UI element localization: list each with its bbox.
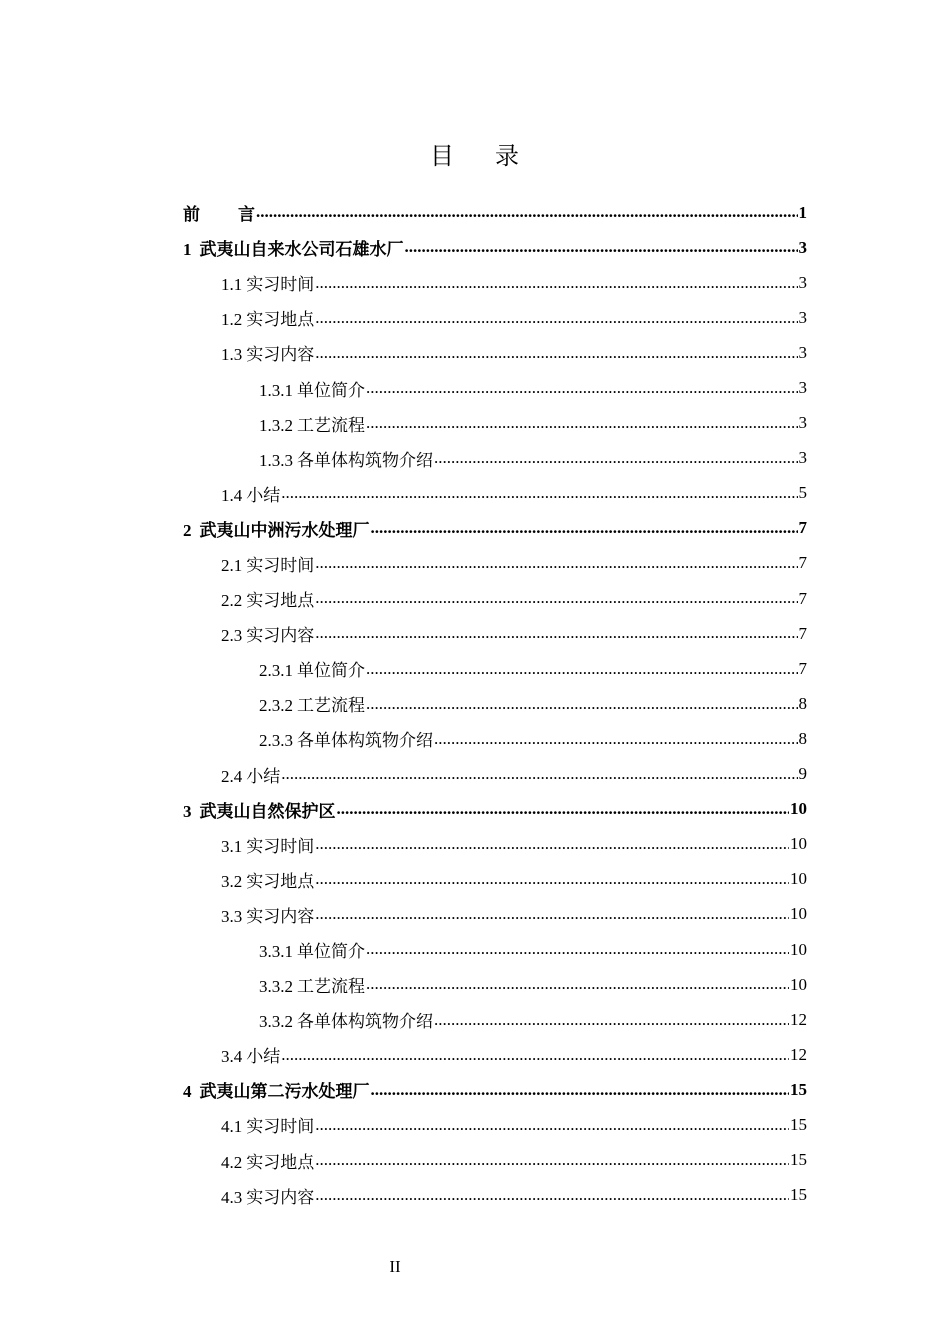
toc-entry[interactable] (183, 265, 807, 300)
toc-entry-number: 3.1 (221, 836, 243, 856)
toc-entry-text: 实习时间 (246, 836, 315, 856)
toc-entry-number: 3.3.2 (259, 1012, 293, 1032)
toc-entry-page: 5 (798, 483, 807, 503)
dot-leader (434, 448, 798, 468)
toc-entry-label (221, 902, 314, 927)
toc-entry-text: 工艺流程 (297, 696, 365, 716)
toc-entry-page: 7 (798, 623, 807, 643)
page-number: II (389, 1257, 401, 1276)
dot-leader (366, 939, 789, 959)
dot-leader (337, 799, 790, 819)
toc-entry-number: 前 (183, 205, 200, 225)
toc-entry-text: 实习时间 (246, 555, 315, 575)
toc-entry[interactable] (183, 546, 807, 581)
toc-entry-page: 3 (798, 342, 807, 362)
toc-entry[interactable] (183, 757, 807, 792)
toc-entry-label (221, 481, 280, 506)
toc-entry-number: 4 (183, 1082, 192, 1102)
toc-entry-number: 1.3.3 (259, 450, 293, 470)
toc-entry-text: 实习时间 (246, 275, 315, 295)
toc-entry-label (221, 867, 314, 892)
toc-entry-page: 7 (798, 518, 807, 538)
toc-entry[interactable] (183, 721, 807, 756)
toc-entry[interactable] (183, 230, 807, 265)
dot-leader (315, 588, 797, 608)
toc-entry-number: 4.3 (221, 1187, 243, 1207)
toc-entry-label (183, 516, 370, 541)
toc-entry[interactable] (183, 441, 807, 476)
toc-entry-text: 实习地点 (246, 871, 315, 891)
toc-entry-label (221, 1148, 314, 1173)
toc-entry[interactable] (183, 1037, 807, 1072)
toc-entry-page: 10 (790, 799, 807, 819)
toc-entry[interactable] (183, 967, 807, 1002)
toc-entry-text: 工艺流程 (297, 415, 365, 435)
toc-entry-text: 小结 (246, 485, 281, 505)
dot-leader (315, 904, 789, 924)
toc-entry-label (259, 972, 365, 997)
toc-entry-label (259, 726, 433, 751)
dot-leader (405, 237, 798, 257)
toc-entry-label (259, 411, 365, 436)
toc-entry-number: 4.2 (221, 1152, 243, 1172)
toc-entry-label (221, 832, 314, 857)
toc-entry-page: 7 (798, 658, 807, 678)
toc-entry-text: 武夷山中洲污水处理厂 (199, 520, 370, 540)
toc-entry-page: 7 (798, 553, 807, 573)
toc-entry-text: 言 (238, 205, 255, 225)
dot-leader (366, 974, 789, 994)
toc-entry-page: 12 (790, 1009, 807, 1029)
toc-entry-label (221, 1183, 314, 1208)
toc-entry-number: 1.2 (221, 310, 243, 330)
toc-entry-number: 3.3 (221, 906, 243, 926)
toc-entry-number: 3.2 (221, 871, 243, 891)
toc-entry-page: 8 (798, 693, 807, 713)
toc-entry[interactable] (183, 476, 807, 511)
toc-entry-text: 实习地点 (246, 310, 315, 330)
toc-entry-page: 8 (798, 728, 807, 748)
toc-entry-number: 2.3.1 (259, 661, 293, 681)
dot-leader (315, 308, 797, 328)
toc-entry-page: 15 (790, 1150, 807, 1170)
toc-title-left: 目 (430, 142, 455, 170)
toc-entry-label (221, 1112, 314, 1137)
toc-entry-text: 武夷山第二污水处理厂 (199, 1082, 370, 1102)
toc-title-right: 录 (495, 142, 520, 170)
toc-entry-label (221, 621, 314, 646)
dot-leader (315, 1115, 789, 1135)
dot-leader (366, 378, 798, 398)
toc-entry-number: 1.3 (221, 345, 243, 365)
toc-entry-label (221, 305, 314, 330)
toc-entry-page: 1 (798, 202, 807, 222)
toc-entry-page: 10 (790, 939, 807, 959)
toc-title (0, 136, 950, 171)
dot-leader (315, 553, 797, 573)
toc-entry-text: 单位简介 (297, 380, 365, 400)
toc-entry-text: 小结 (246, 1047, 281, 1067)
toc-entry-label (221, 1042, 280, 1067)
toc-entry[interactable] (183, 792, 807, 827)
toc-entry-label (259, 937, 365, 962)
toc-entry-page: 15 (790, 1185, 807, 1205)
toc-entry-number: 2.3.3 (259, 731, 293, 751)
toc-entry[interactable] (183, 862, 807, 897)
toc-entry-number: 3.3.1 (259, 942, 293, 962)
dot-leader (315, 869, 789, 889)
toc-entry[interactable] (183, 932, 807, 967)
toc-entry[interactable] (183, 651, 807, 686)
toc-entry[interactable] (183, 1143, 807, 1178)
toc-entry-page: 15 (790, 1079, 807, 1099)
toc-entry-text: 武夷山自来水公司石雄水厂 (199, 240, 404, 260)
toc-entry[interactable] (183, 195, 807, 230)
toc-entry-number: 2.4 (221, 766, 243, 786)
toc-entry[interactable] (183, 370, 807, 405)
dot-leader (434, 729, 798, 749)
toc-entry-number: 1.1 (221, 275, 243, 295)
toc-entry-label (183, 797, 336, 822)
dot-leader (366, 659, 798, 679)
toc-entry-number: 2 (183, 520, 192, 540)
toc-entry-text: 实习内容 (246, 906, 315, 926)
toc-entry-page: 3 (798, 378, 807, 398)
toc-entry-text: 实习时间 (246, 1117, 315, 1137)
toc-entry[interactable] (183, 335, 807, 370)
dot-leader (315, 343, 797, 363)
toc-entry-label (221, 762, 280, 787)
toc-entry-number: 1.3.1 (259, 380, 293, 400)
dot-leader (315, 623, 797, 643)
dot-leader (281, 764, 797, 784)
toc-entry-text: 实习内容 (246, 345, 315, 365)
toc-entry-text: 实习地点 (246, 1152, 315, 1172)
toc-entry-text: 单位简介 (297, 942, 365, 962)
toc-entry-label (183, 235, 404, 260)
toc-entry-page: 10 (790, 974, 807, 994)
toc-entry-page: 3 (798, 307, 807, 327)
toc-entry-label (259, 691, 365, 716)
toc-entry[interactable] (183, 406, 807, 441)
toc-entry-page: 3 (798, 448, 807, 468)
toc-entry-label (259, 376, 365, 401)
dot-leader (371, 1080, 790, 1100)
dot-leader (315, 1150, 789, 1170)
toc-entry-number: 1.4 (221, 485, 243, 505)
toc-entry-page: 3 (798, 272, 807, 292)
toc-entry[interactable] (183, 1072, 807, 1107)
toc-entry-text: 武夷山自然保护区 (199, 801, 336, 821)
toc-entry-text: 实习地点 (246, 591, 315, 611)
toc-entry-text: 小结 (246, 766, 281, 786)
toc-entry-text: 实习内容 (246, 1187, 315, 1207)
toc-entry-page: 10 (790, 904, 807, 924)
dot-leader (281, 1045, 789, 1065)
toc-entry-page: 10 (790, 834, 807, 854)
toc-entry[interactable] (183, 1002, 807, 1037)
dot-leader (315, 1185, 789, 1205)
toc-entry-text: 单位简介 (297, 661, 365, 681)
toc-entry-page: 3 (798, 413, 807, 433)
toc-entry-number: 2.2 (221, 591, 243, 611)
toc-entry-label (221, 270, 314, 295)
toc-entry[interactable] (183, 827, 807, 862)
toc-entry-number: 2.1 (221, 555, 243, 575)
toc-entry[interactable] (183, 511, 807, 546)
toc-entry-page: 3 (798, 237, 807, 257)
toc-entry-page: 12 (790, 1044, 807, 1064)
dot-leader (371, 518, 798, 538)
toc-entry[interactable] (183, 300, 807, 335)
toc-entry[interactable] (183, 897, 807, 932)
dot-leader (315, 273, 797, 293)
toc-entry-text: 各单体构筑物介绍 (297, 450, 433, 470)
toc-entry-label (183, 200, 255, 225)
toc-entry-page: 15 (790, 1114, 807, 1134)
toc-entry[interactable] (183, 1107, 807, 1142)
toc-entry-page: 9 (798, 764, 807, 784)
table-of-contents (183, 195, 807, 1213)
toc-entry-label (221, 551, 314, 576)
dot-leader (315, 834, 789, 854)
toc-entry-text: 各单体构筑物介绍 (297, 1012, 433, 1032)
toc-entry-page: 10 (790, 869, 807, 889)
toc-entry-label (221, 586, 314, 611)
dot-leader (281, 483, 797, 503)
toc-entry-label (259, 446, 433, 471)
toc-entry-number: 2.3 (221, 626, 243, 646)
dot-leader (256, 202, 798, 222)
toc-entry[interactable] (183, 1178, 807, 1213)
dot-leader (366, 694, 798, 714)
toc-entry-label (183, 1077, 370, 1102)
toc-entry[interactable] (183, 581, 807, 616)
toc-entry-text: 各单体构筑物介绍 (297, 731, 433, 751)
toc-entry[interactable] (183, 616, 807, 651)
toc-entry-number: 3.4 (221, 1047, 243, 1067)
toc-entry[interactable] (183, 686, 807, 721)
dot-leader (366, 413, 798, 433)
toc-entry-number: 2.3.2 (259, 696, 293, 716)
toc-entry-text: 工艺流程 (297, 977, 365, 997)
dot-leader (434, 1010, 789, 1030)
toc-entry-number: 4.1 (221, 1117, 243, 1137)
toc-entry-number: 3 (183, 801, 192, 821)
toc-entry-number: 1 (183, 240, 192, 260)
toc-entry-label (259, 1007, 433, 1032)
toc-entry-number: 1.3.2 (259, 415, 293, 435)
toc-entry-label (259, 656, 365, 681)
toc-entry-number: 3.3.2 (259, 977, 293, 997)
toc-entry-page: 7 (798, 588, 807, 608)
toc-entry-text: 实习内容 (246, 626, 315, 646)
toc-entry-label (221, 340, 314, 365)
